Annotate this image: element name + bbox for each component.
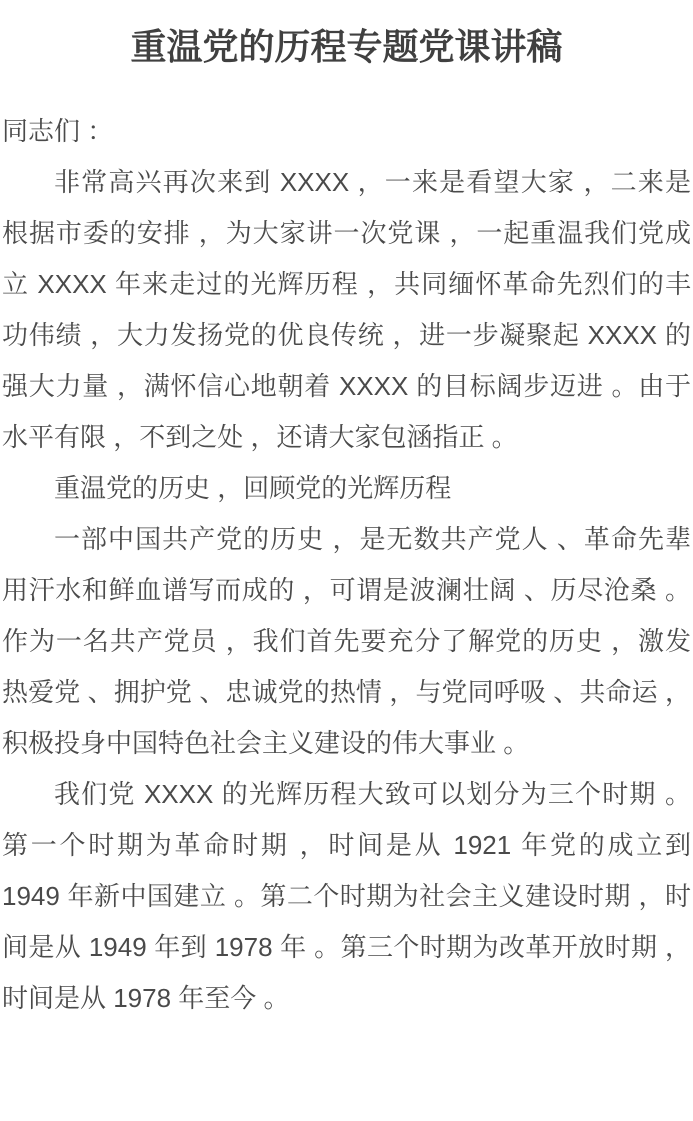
paragraph: 非常高兴再次来到 XXXX ，一来是看望大家 ，二来是根据市委的安排 ，为大家讲一次党课 ，一起重温我们党成立 XXXX 年来走过的光辉历程 ，共同缅怀革命先烈们的丰功伟绩 ，大力发扬党的优良传统 ，进一步凝聚起 XXXX 的强大力量 ，满怀信心地朝着 XXXX 的目标阔步迈进 。由于水平有限 ，不到之处 ，还请大家包涵指正 。 <box>2 167 691 452</box>
paragraph: 同志们 ： <box>2 116 114 146</box>
document-body <box>2 106 691 1024</box>
paragraph: 我们党 XXXX 的光辉历程大致可以划分为三个时期 。第一个时期为革命时期 ，时间是从 1921 年党的成立到 1949 年新中国建立 。第二个时期为社会主义建设时期 ，时间是从 1949 年到 1978 年 。第三个时期为改革开放时期 ，时间是从 1978 年至今 。 <box>2 779 691 1013</box>
paragraph: 一部中国共产党的历史 ，是无数共产党人 、革命先辈用汗水和鲜血谱写而成的 ，可谓是波澜壮阔 、历尽沧桑 。作为一名共产党员 ，我们首先要充分了解党的历史 ，激发热爱党 、拥护党 、忠诚党的热情 ，与党同呼吸 、共命运 ，积极投身中国特色社会主义建设的伟大事业 。 <box>2 524 691 758</box>
paragraph: 重温党的历史 ，回顾党的光辉历程 <box>54 473 452 503</box>
document-title: 重温党的历程专题党课讲稿 <box>130 26 563 67</box>
document-page <box>0 24 693 1024</box>
